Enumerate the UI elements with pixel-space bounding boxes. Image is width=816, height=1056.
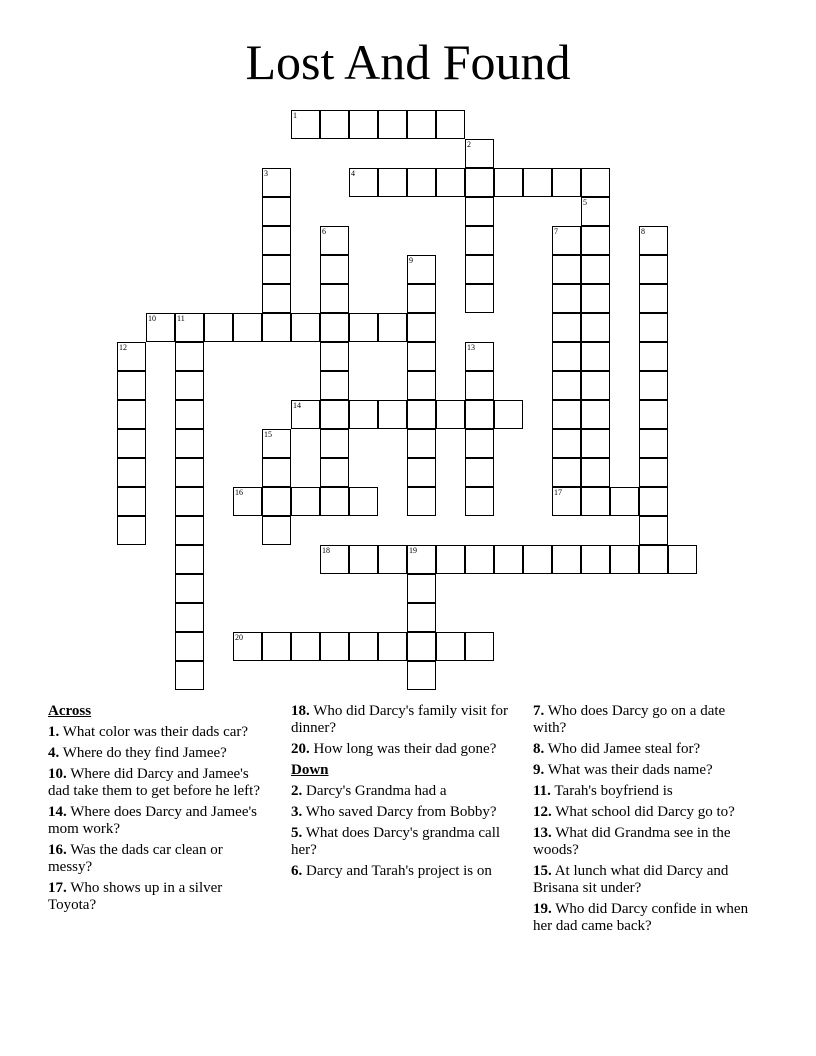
grid-cell[interactable] [233, 487, 262, 516]
grid-cell[interactable] [349, 168, 378, 197]
clue-column-2 [291, 703, 513, 884]
grid-cell[interactable] [175, 400, 204, 429]
grid-cell[interactable] [349, 400, 378, 429]
grid-cell[interactable] [552, 458, 581, 487]
grid-cell[interactable] [436, 400, 465, 429]
grid-cell[interactable] [291, 110, 320, 139]
grid-cell[interactable] [349, 545, 378, 574]
clue-across-16: 16. Was the dads car clean or messy? [48, 842, 223, 875]
across-heading: Across [48, 703, 92, 719]
grid-cell[interactable] [581, 371, 610, 400]
cell-number: 20 [235, 633, 243, 642]
grid-cell[interactable] [639, 371, 668, 400]
cell-number: 17 [554, 488, 562, 497]
cell-number: 6 [322, 227, 326, 236]
grid-cell[interactable] [581, 197, 610, 226]
puzzle-title: Lost And Found [245, 34, 571, 90]
grid-cell[interactable] [320, 458, 349, 487]
grid-cell[interactable] [552, 342, 581, 371]
cell-number: 11 [177, 314, 185, 323]
grid-cell[interactable] [407, 458, 436, 487]
grid-cell[interactable] [175, 487, 204, 516]
grid-cell[interactable] [407, 632, 436, 661]
grid-cell[interactable] [378, 110, 407, 139]
grid-cell[interactable] [175, 574, 204, 603]
grid-cell[interactable] [407, 110, 436, 139]
grid-cell[interactable] [581, 400, 610, 429]
grid-cell[interactable] [175, 458, 204, 487]
grid-cell[interactable] [378, 168, 407, 197]
grid-cell[interactable] [494, 168, 523, 197]
clue-column-1 [48, 703, 270, 918]
grid-cell[interactable] [233, 313, 262, 342]
grid-cell[interactable] [349, 313, 378, 342]
grid-cell[interactable] [407, 487, 436, 516]
down-heading: Down [291, 762, 329, 778]
grid-cell[interactable] [552, 371, 581, 400]
cell-number: 18 [322, 546, 330, 555]
grid-cell[interactable] [465, 255, 494, 284]
grid-cell[interactable] [552, 168, 581, 197]
cell-number: 8 [641, 227, 645, 236]
grid-cell[interactable] [407, 371, 436, 400]
grid-cell[interactable] [552, 487, 581, 516]
grid-cell[interactable] [320, 226, 349, 255]
grid-cell[interactable] [291, 487, 320, 516]
grid-cell[interactable] [552, 429, 581, 458]
grid-cell[interactable] [175, 632, 204, 661]
grid-cell[interactable] [465, 284, 494, 313]
cell-number: 9 [409, 256, 413, 265]
grid-cell[interactable] [291, 632, 320, 661]
grid-cell[interactable] [436, 545, 465, 574]
grid-cell[interactable] [117, 458, 146, 487]
grid-cell[interactable] [320, 284, 349, 313]
grid-cell[interactable] [175, 429, 204, 458]
grid-cell[interactable] [262, 226, 291, 255]
clue-down-15: 15. At lunch what did Darcy and Brisana sit under? [533, 863, 729, 896]
grid-cell[interactable] [320, 255, 349, 284]
grid-cell[interactable] [465, 342, 494, 371]
grid-cell[interactable] [465, 632, 494, 661]
grid-cell[interactable] [262, 284, 291, 313]
grid-cell[interactable] [175, 342, 204, 371]
grid-cell[interactable] [465, 400, 494, 429]
grid-cell[interactable] [117, 516, 146, 545]
grid-cell[interactable] [117, 342, 146, 371]
grid-cell[interactable] [320, 313, 349, 342]
grid-cell[interactable] [407, 574, 436, 603]
cell-number: 13 [467, 343, 475, 352]
grid-cell[interactable] [117, 429, 146, 458]
grid-cell[interactable] [523, 168, 552, 197]
grid-cell[interactable] [407, 603, 436, 632]
grid-cell[interactable] [465, 197, 494, 226]
grid-cell[interactable] [581, 255, 610, 284]
grid-cell[interactable] [407, 545, 436, 574]
grid-cell[interactable] [175, 603, 204, 632]
grid-cell[interactable] [407, 400, 436, 429]
cell-number: 7 [554, 227, 558, 236]
cell-number: 1 [293, 111, 297, 120]
grid-cell[interactable] [262, 458, 291, 487]
clue-down-13: 13. What did Grandma see in the woods? [533, 825, 731, 858]
clue-down-9: 9. What was their dads name? [533, 762, 713, 778]
grid-cell[interactable] [639, 516, 668, 545]
grid-cell[interactable] [581, 313, 610, 342]
cell-number: 2 [467, 140, 471, 149]
grid-cell[interactable] [465, 226, 494, 255]
grid-cell[interactable] [581, 284, 610, 313]
clue-across-20: 20. How long was their dad gone? [291, 741, 497, 757]
cell-number: 5 [583, 198, 587, 207]
grid-cell[interactable] [407, 342, 436, 371]
grid-cell[interactable] [552, 313, 581, 342]
grid-cell[interactable] [552, 255, 581, 284]
grid-cell[interactable] [610, 487, 639, 516]
grid-cell[interactable] [320, 487, 349, 516]
cell-number: 14 [293, 401, 301, 410]
grid-cell[interactable] [349, 110, 378, 139]
grid-cell[interactable] [552, 284, 581, 313]
clue-across-14: 14. Where does Darcy and Jamee's mom work? [48, 804, 258, 837]
grid-cell[interactable] [320, 429, 349, 458]
grid-cell[interactable] [262, 168, 291, 197]
grid-cell[interactable] [581, 458, 610, 487]
grid-cell[interactable] [552, 545, 581, 574]
grid-cell[interactable] [175, 516, 204, 545]
clue-down-3: 3. Who saved Darcy from Bobby? [291, 804, 497, 820]
grid-cell[interactable] [639, 458, 668, 487]
grid-cell[interactable] [378, 400, 407, 429]
cell-number: 19 [409, 546, 417, 555]
grid-cell[interactable] [204, 313, 233, 342]
grid-cell[interactable] [436, 632, 465, 661]
grid-cell[interactable] [639, 342, 668, 371]
grid-cell[interactable] [378, 632, 407, 661]
grid-cell[interactable] [465, 545, 494, 574]
clue-down-8: 8. Who did Jamee steal for? [533, 741, 701, 757]
grid-cell[interactable] [465, 429, 494, 458]
grid-cell[interactable] [494, 400, 523, 429]
grid-cell[interactable] [639, 487, 668, 516]
clue-across-4: 4. Where do they find Jamee? [48, 745, 227, 761]
grid-cell[interactable] [320, 545, 349, 574]
clue-down-11: 11. Tarah's boyfriend is [533, 783, 673, 799]
grid-cell[interactable] [639, 545, 668, 574]
grid-cell[interactable] [117, 487, 146, 516]
grid-cell[interactable] [639, 226, 668, 255]
grid-cell[interactable] [407, 284, 436, 313]
grid-cell[interactable] [233, 632, 262, 661]
grid-cell[interactable] [320, 342, 349, 371]
grid-cell[interactable] [639, 400, 668, 429]
clue-down-6: 6. Darcy and Tarah's project is on [291, 863, 492, 879]
grid-cell[interactable] [262, 255, 291, 284]
grid-cell[interactable] [175, 661, 204, 690]
grid-cell[interactable] [436, 168, 465, 197]
grid-cell[interactable] [117, 371, 146, 400]
grid-cell[interactable] [465, 168, 494, 197]
grid-cell[interactable] [465, 139, 494, 168]
grid-cell[interactable] [291, 313, 320, 342]
grid-cell[interactable] [262, 487, 291, 516]
grid-cell[interactable] [465, 487, 494, 516]
cell-number: 4 [351, 169, 355, 178]
grid-cell[interactable] [175, 545, 204, 574]
grid-cell[interactable] [552, 226, 581, 255]
grid-cell[interactable] [407, 661, 436, 690]
grid-cell[interactable] [581, 168, 610, 197]
clue-down-19: 19. Who did Darcy confide in when her dad came back? [533, 901, 749, 934]
grid-cell[interactable] [146, 313, 175, 342]
clue-down-7: 7. Who does Darcy go on a date with? [533, 703, 726, 736]
grid-cell[interactable] [407, 429, 436, 458]
clue-across-18: 18. Who did Darcy's family visit for dinner? [291, 703, 508, 736]
grid-cell[interactable] [639, 429, 668, 458]
cell-number: 10 [148, 314, 156, 323]
grid-cell[interactable] [262, 632, 291, 661]
grid-cell[interactable] [436, 110, 465, 139]
grid-cell[interactable] [523, 545, 552, 574]
grid-cell[interactable] [320, 371, 349, 400]
grid-cell[interactable] [291, 400, 320, 429]
grid-cell[interactable] [610, 545, 639, 574]
grid-cell[interactable] [581, 226, 610, 255]
grid-cell[interactable] [581, 545, 610, 574]
grid-cell[interactable] [262, 516, 291, 545]
grid-cell[interactable] [465, 458, 494, 487]
grid-cell[interactable] [552, 400, 581, 429]
grid-cell[interactable] [262, 197, 291, 226]
grid-cell[interactable] [465, 371, 494, 400]
grid-cell[interactable] [581, 487, 610, 516]
grid-cell[interactable] [407, 168, 436, 197]
cell-number: 12 [119, 343, 127, 352]
grid-cell[interactable] [320, 110, 349, 139]
clue-across-1: 1. What color was their dads car? [48, 724, 249, 740]
grid-cell[interactable] [378, 545, 407, 574]
cell-number: 15 [264, 430, 272, 439]
grid-cell[interactable] [378, 313, 407, 342]
grid-cell[interactable] [117, 400, 146, 429]
cell-number: 3 [264, 169, 268, 178]
grid-cell[interactable] [407, 255, 436, 284]
grid-cell[interactable] [407, 313, 436, 342]
clue-across-17: 17. Who shows up in a silver Toyota? [48, 880, 223, 913]
grid-cell[interactable] [639, 255, 668, 284]
clue-down-2: 2. Darcy's Grandma had a [291, 783, 447, 799]
grid-cell[interactable] [175, 371, 204, 400]
grid-cell[interactable] [320, 400, 349, 429]
grid-cell[interactable] [349, 487, 378, 516]
grid-cell[interactable] [320, 632, 349, 661]
grid-cell[interactable] [175, 313, 204, 342]
grid-cell[interactable] [581, 429, 610, 458]
clue-across-10: 10. Where did Darcy and Jamee's dad take them to get before he left? [48, 766, 260, 799]
grid-cell[interactable] [639, 284, 668, 313]
grid-cell[interactable] [349, 632, 378, 661]
grid-cell[interactable] [262, 313, 291, 342]
grid-cell[interactable] [262, 429, 291, 458]
cell-number: 16 [235, 488, 243, 497]
grid-cell[interactable] [668, 545, 697, 574]
grid-cell[interactable] [494, 545, 523, 574]
clue-down-12: 12. What school did Darcy go to? [533, 804, 735, 820]
clue-down-5: 5. What does Darcy's grandma call her? [291, 825, 501, 858]
grid-cell[interactable] [581, 342, 610, 371]
clue-column-3 [533, 703, 755, 939]
grid-cell[interactable] [639, 313, 668, 342]
